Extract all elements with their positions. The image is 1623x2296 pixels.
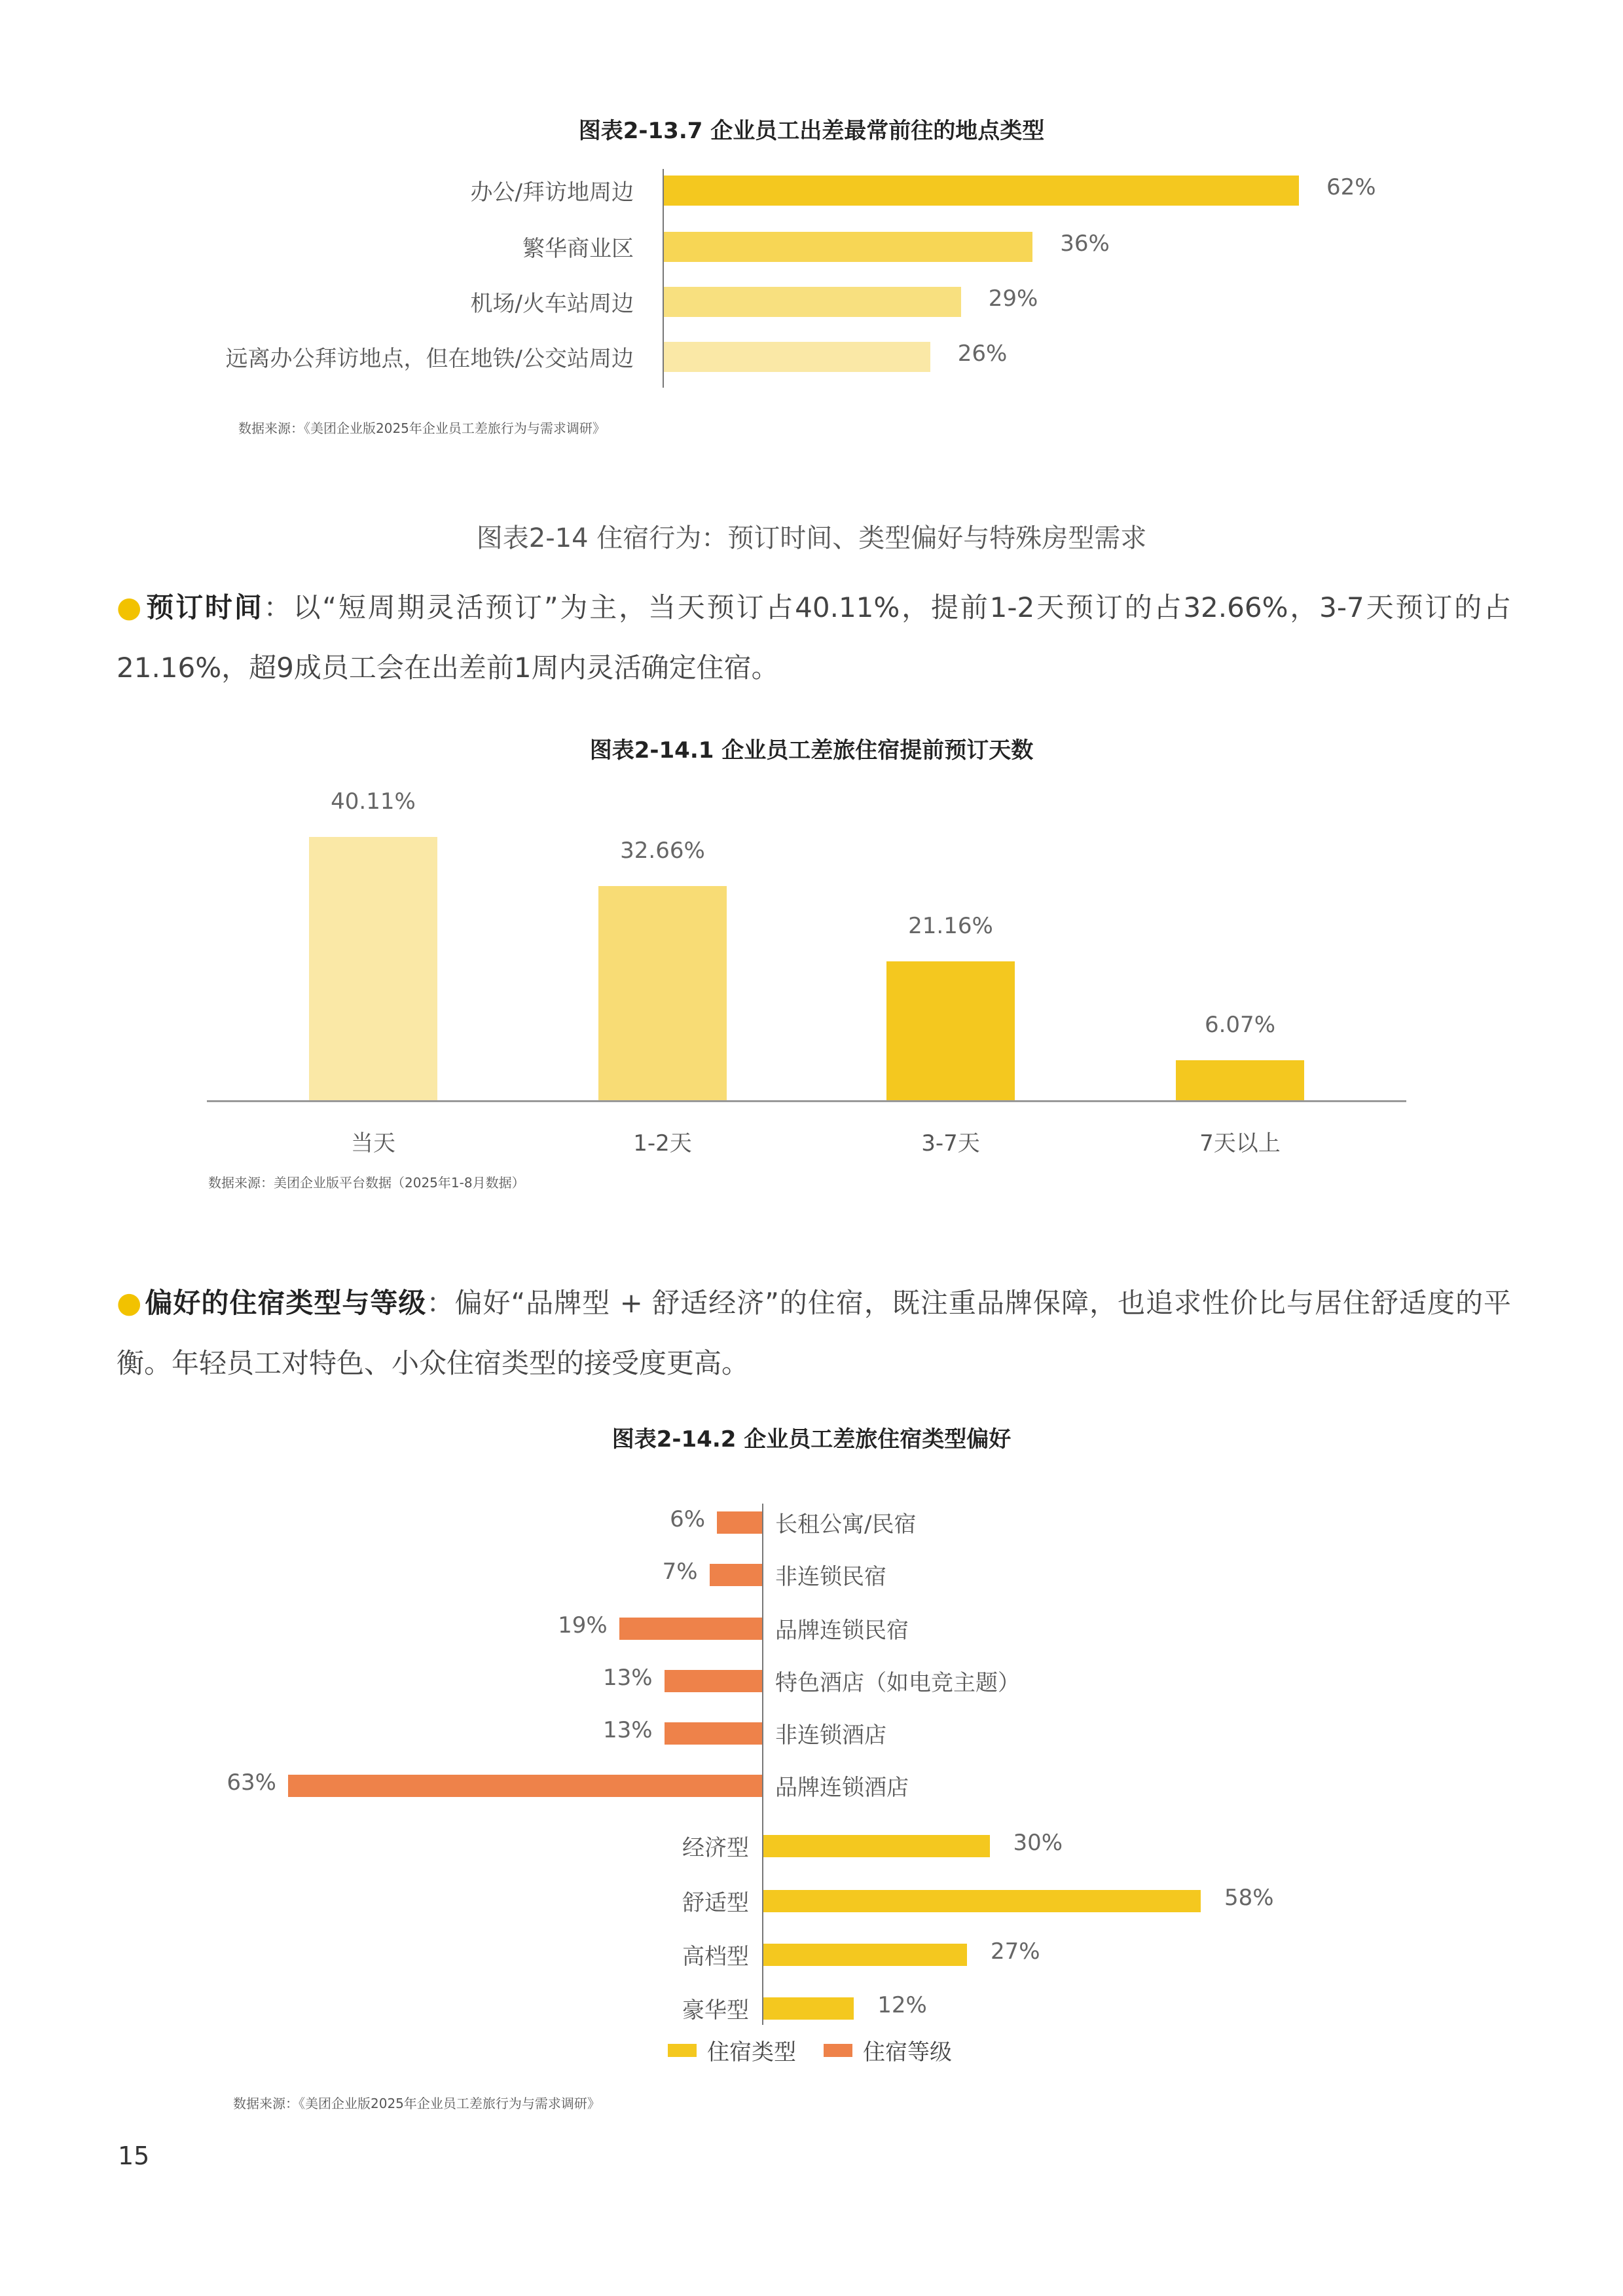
- chart1-value-label: 62%: [1326, 174, 1376, 200]
- chart3-grade-bar: [288, 1775, 762, 1797]
- legend-swatch-orange: [824, 2044, 852, 2057]
- chart3-type-bar: [763, 1997, 854, 2020]
- chart3-source: 数据来源：《美团企业版2025年企业员工差旅行为与需求调研》: [233, 2096, 600, 2111]
- section-title: 图表2-14 住宿行为：预订时间、类型偏好与特殊房型需求: [476, 523, 1147, 553]
- legend-label: 住宿类型: [707, 2039, 796, 2065]
- chart3-grade-value-label: 63%: [227, 1769, 276, 1796]
- chart3-type-category-label: 豪华型: [682, 1997, 749, 2024]
- chart1-category-label: 繁华商业区: [522, 236, 634, 262]
- chart3-grade-category-label: 非连锁酒店: [775, 1722, 886, 1749]
- chart3-grade-bar: [717, 1511, 762, 1534]
- chart3-title: 图表2-14.2 企业员工差旅住宿类型偏好: [611, 1426, 1012, 1453]
- chart3-type-value-label: 12%: [877, 1992, 927, 2018]
- chart1-value-label: 29%: [988, 286, 1038, 312]
- paragraph-text: ：偏好“品牌型 + 舒适经济”的住宿，既注重品牌保障，也追求性价比与居住舒适度的平衡。年轻员工对特色、小众住宿类型的接受度更高。: [117, 1287, 1511, 1379]
- chart3-type-bar: [763, 1835, 990, 1857]
- chart3-grade-bar: [665, 1670, 762, 1692]
- chart3-type-bar: [763, 1890, 1201, 1912]
- chart3-type-category-label: 舒适型: [682, 1890, 749, 1916]
- chart3-grade-value-label: 13%: [603, 1665, 653, 1691]
- chart2-category-label: 3-7天: [921, 1130, 980, 1157]
- chart3-grade-bar: [665, 1722, 762, 1745]
- legend-swatch-yellow: [668, 2044, 697, 2057]
- chart3-type-value-label: 58%: [1224, 1885, 1274, 1911]
- chart3-grade-bar: [710, 1564, 762, 1586]
- chart3-type-bar: [763, 1944, 967, 1966]
- chart1-category-label: 机场/火车站周边: [470, 291, 634, 317]
- chart3-grade-category-label: 品牌连锁民宿: [775, 1618, 909, 1644]
- chart3-grade-bar: [619, 1618, 762, 1640]
- chart2-category-label: 当天: [351, 1130, 395, 1157]
- chart3-type-category-label: 高档型: [682, 1944, 749, 1970]
- legend-item-type: [668, 2034, 796, 2066]
- chart3-type-value-label: 30%: [1013, 1830, 1063, 1856]
- chart3-grade-category-label: 非连锁民宿: [775, 1564, 886, 1590]
- chart1-category-label: 远离办公拜访地点，但在地铁/公交站周边: [225, 346, 634, 372]
- chart1-value-label: 36%: [1060, 231, 1110, 257]
- paragraph-lead: 预订时间: [146, 591, 264, 623]
- paragraph-text: ：以“短周期灵活预订”为主，当天预订占40.11%，提前1-2天预订的占32.66%，3-7天预订的占21.16%，超9成员工会在出差前1周内灵活确定住宿。: [117, 591, 1511, 684]
- chart3-grade-category-label: 长租公寓/民宿: [775, 1511, 917, 1538]
- chart3-grade-value-label: 6%: [670, 1506, 706, 1532]
- chart1-title: 图表2-13.7 企业员工出差最常前往的地点类型: [578, 118, 1045, 144]
- chart1-source: 数据来源：《美团企业版2025年企业员工差旅行为与需求调研》: [238, 420, 606, 436]
- chart3-grade-value-label: 19%: [558, 1612, 608, 1639]
- chart3-grade-value-label: 13%: [603, 1717, 653, 1743]
- chart2-category-label: 7天以上: [1199, 1130, 1281, 1157]
- legend-label: 住宿等级: [863, 2039, 952, 2065]
- chart3-grade-category-label: 品牌连锁酒店: [775, 1775, 909, 1801]
- chart3-type-value-label: 27%: [990, 1938, 1040, 1965]
- chart2-value-label: 21.16%: [908, 912, 993, 939]
- chart2-title: 图表2-14.1 企业员工差旅住宿提前预订天数: [589, 737, 1034, 764]
- chart2-value-label: 6.07%: [1204, 1012, 1275, 1039]
- legend-item-grade: [824, 2034, 952, 2066]
- bullet-icon: ●: [117, 591, 144, 624]
- chart3-type-category-label: 经济型: [682, 1835, 749, 1861]
- chart3-grade-value-label: 7%: [662, 1559, 698, 1585]
- page-number: 15: [118, 2141, 150, 2170]
- chart2-category-label: 1-2天: [633, 1130, 692, 1157]
- chart1-category-label: 办公/拜访地周边: [470, 179, 634, 206]
- chart1-value-label: 26%: [957, 341, 1008, 367]
- chart2-value-label: 40.11%: [331, 788, 416, 815]
- chart2-source: 数据来源：美团企业版平台数据（2025年1-8月数据）: [208, 1175, 525, 1191]
- paragraph-lead: 偏好的住宿类型与等级: [145, 1287, 427, 1319]
- chart3-grade-category-label: 特色酒店（如电竞主题）: [775, 1670, 1020, 1696]
- bullet-icon: ●: [117, 1286, 143, 1320]
- chart2-value-label: 32.66%: [620, 837, 705, 864]
